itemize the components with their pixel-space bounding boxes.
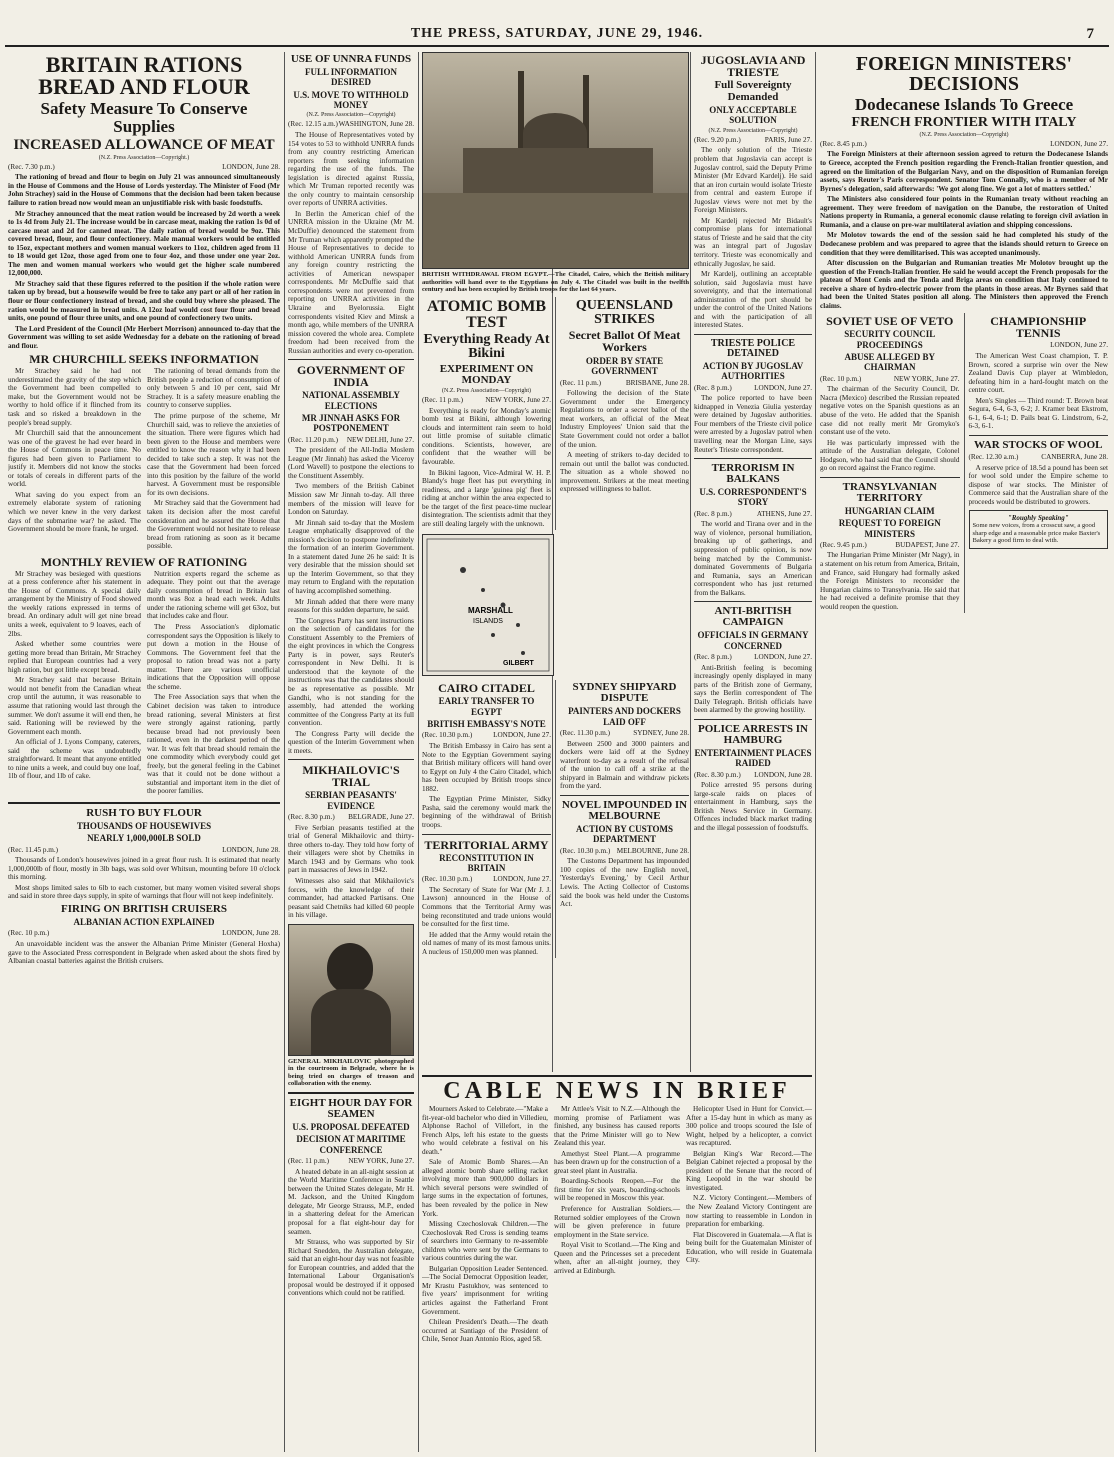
dateline: (Rec. 10.30 p.m.) MELBOURNE, June 28. bbox=[560, 846, 689, 855]
article-paragraph: The Free Association says that when the Cabinet decision was taken to introduce bread rationing, several Ministers at first were strongly against rationing, partly because bread had not previously been rationed, even in the darkest period of the war. It was felt that bread should remain the one commodity which everybody could get freely, but the general feeling in the Cabinet was that it could not be done without a substantial and important item in the diet of the poorer families. bbox=[147, 693, 280, 796]
article-paragraph: Witnesses also said that Mikhailovic's forces, with the knowledge of their commander, had attacked Partisans. One peasant said Chetniks had killed 60 people in his village. bbox=[288, 877, 414, 920]
subheading: OFFICIALS IN GERMANY CONCERNED bbox=[697, 630, 809, 651]
article-paragraph: The Secretary of State for War (Mr J. J. Lawson) announced in the House of Commons that the Territorial Army was being reconstituted and trade unions would be consulted for the first time. bbox=[422, 885, 551, 929]
dateline: (Rec. 8 p.m.) LONDON, June 27. bbox=[694, 383, 812, 392]
dateline: (Rec. 11.30 p.m.) SYDNEY, June 28. bbox=[560, 729, 689, 738]
copyright-line: (N.Z. Press Association—Copyright.) bbox=[98, 154, 190, 161]
subhead-meat: INCREASED ALLOWANCE OF MEAT bbox=[13, 136, 275, 153]
top-rule bbox=[5, 45, 1109, 47]
section-heading: ANTI-BRITISH CAMPAIGN bbox=[714, 605, 792, 629]
brief-item: Boarding-Schools Reopen.—For the first time for six years, boarding-schools will be reopened in Moscow this year. bbox=[554, 1177, 680, 1203]
article-paragraph: Mr Strachey said that because Britain would not benefit from the Canadian wheat crop until the autumn, it was reasonable to assume that rationing would last through the summer. We don't assume it will end then, he said. Rationing will be reviewed by the Government each month. bbox=[8, 676, 141, 736]
advertisement-box bbox=[969, 510, 1109, 549]
dateline: (Rec. 12.30 a.m.) CANBERRA, June 28. bbox=[968, 452, 1108, 461]
brief-item: Flat Discovered in Guatemala.—A flat is being built for the Guatemalan Minister of Education, who will reside in Guatemala City. bbox=[686, 1230, 812, 1265]
brief-item: Mourners Asked to Celebrate.—"Make a fit-year-old bachelor who died in Villedieu, Alphonse Rachol of Villefort, in the French Alps, left his estate to the guests who would celebrate a festival on his death." bbox=[422, 1105, 548, 1156]
article-paragraph: The Egyptian Prime Minister, Sidky Pasha, said the ceremony would mark the beginning of the withdrawal of British troops. bbox=[422, 795, 551, 829]
article-paragraph: Mr Strachey announced that the meat ration would be increased by 2d worth a week to 1s 4d from July 21. The increase would be in carcase meat, making the ration 1s 0d of carcase meat and 2d for canned meat. The daily ration of bread would be 9oz. This covered bread, flour, and flour confectionery. Male manual workers would be entitled to 15oz, expectant mothers and women manual workers to 11oz, children aged from 11 to 18 would get 12oz, those aged from one to four 4oz, and those under one year 2oz. The men and women manual workers who would get the higher scale numbered 12,000,000. bbox=[8, 209, 280, 278]
dateline: (Rec. 10.30 p.m.) LONDON, June 27. bbox=[422, 875, 551, 884]
map-graphic bbox=[423, 535, 553, 675]
subheading: U.S. PROPOSAL DEFEATED bbox=[292, 1122, 410, 1133]
column-rule bbox=[418, 52, 419, 1452]
article-paragraph: The rationing of bread demands from the British people a reduction of consumption of only between 5 and 10 per cent, said Mr Strachey. It is a safety measure enabling the country to conserve supplies. bbox=[147, 367, 280, 410]
ad-title: "Roughly Speaking" bbox=[1007, 514, 1069, 523]
row-lower bbox=[820, 313, 1108, 613]
dateline: (Rec. 10.30 p.m.) LONDON, June 27. bbox=[422, 731, 551, 740]
column-rule bbox=[690, 52, 691, 1072]
section-heading: JUGOSLAVIA AND TRIESTE bbox=[700, 53, 806, 79]
cable-news-section bbox=[422, 1075, 812, 1455]
brief-item: Royal Visit to Scotland.—The King and Queen and the Princesses set a precedent when, after an all-night journey, they arrived at Edinburgh. bbox=[554, 1241, 680, 1275]
article-paragraph: The only solution of the Trieste problem that Jugoslavia can accept is Jugoslav control, said the Deputy Prime Minister (Mr Edvard Kardelj). He said that an iron curtain would isolate Trieste from central and eastern Europe if Jugoslav views were not met by the Foreign Ministers. bbox=[694, 146, 812, 215]
headline-bread: BRITAIN RATIONS BREAD AND FLOUR bbox=[38, 52, 250, 99]
divider bbox=[560, 795, 689, 796]
article-paragraph: Anti-British feeling is becoming increasingly openly displayed in many parts of the British zone of Germany, says the Berlin correspondent of The Daily Telegraph. British officials have been alarmed by the growing hostility. bbox=[694, 663, 812, 715]
section-heading: ATOMIC BOMB TEST bbox=[427, 297, 546, 331]
subheading: Everything Ready At Bikini bbox=[423, 331, 550, 362]
divider bbox=[694, 719, 812, 720]
article-paragraph: Mr Strauss, who was supported by Sir Richard Snedden, the Australian delegate, said that an eight-hour day was not feasible for European countries, and added that the International Labour Organisation's proposal would be destroyed if it opposed conventions which could not be ratified. bbox=[288, 1238, 414, 1298]
subheading: BRITISH EMBASSY'S NOTE bbox=[427, 719, 546, 730]
article-paragraph: Asked whether some countries were getting more bread than Britain, Mr Strachey replied that European countries had a very high ration, but got little except bread. bbox=[8, 640, 141, 674]
article-paragraph: In Berlin the American chief of the UNRRA mission in the Ukraine (Mr M. McDuffie) denounced the statement from Mr Truman which apparently prompted the House of Representatives to decide to withhold American UNRRA funds from any foreign country restricting the activities of American newspaper correspondents. Mr McDuffie said that correspondents were not prevented from reporting on UNRRA activities in the Ukraine and Byelorussia. Eight correspondents visited Kiev and Minsk a month ago, while members of the UNRRA mission covered the whole area. Complete freedom had been received from the Russian authorities and every co-operation. bbox=[288, 209, 414, 355]
subheading: Dodecanese Islands To Greece bbox=[854, 95, 1074, 114]
section-heading: TERRORISM IN BALKANS bbox=[711, 462, 795, 486]
article-paragraph: The prime purpose of the scheme, Mr Churchill said, was to relieve the anxieties of the situation. There were figures which had been given to the House and members were entitled to know the reason why it had been decided to take such a step. It was not the case that the Government had been forced into this position by the failure of the world harvest. A Government must be responsible for its own decisions. bbox=[147, 412, 280, 497]
article-paragraph: Men's Singles — Third round: T. Brown beat Segura, 6-4, 6-3, 6-2; J. Kramer beat Ekstrom, 6-1, 6-4, 6-1; D. Pails beat G. Lindstrom, 6-2, 6-3, 6-1. bbox=[968, 396, 1108, 431]
article-paragraph: After discussion on the Bulgarian and Rumanian treaties Mr Molotov brought up the question of the French-Italian frontier. He said he would accept the French proposals for the plateau of Mont Cenis and the Tenda and Briga areas on condition that Italy continued to receive a share of hydro-electric power from the plants in those areas. Mr Byrnes said that had been the United States position all along. The Ministers then approved the French claims. bbox=[820, 259, 1108, 310]
subheading: SERBIAN PEASANTS' EVIDENCE bbox=[305, 790, 397, 811]
brief-item: Chilean President's Death.—The death occurred at Santiago of the President of Chile, Senor Juan Antonio Rios, aged 58. bbox=[422, 1318, 548, 1344]
article-paragraph: Most shops limited sales to 6lb to each customer, but many women visited several shops and said in store three days supply, in spite of warnings that flour will not keep indefinitely. bbox=[8, 883, 280, 901]
masthead-title: THE PRESS, SATURDAY, JUNE 29, 1946. bbox=[410, 26, 704, 41]
article-paragraph: Mr Churchill said that the announcement was one of the gravest he had ever heard in the House of Commons in peace time. No figures had been given to Parliament to justify it. Members did not know the stocks or totals of cereals in different parts of the world. bbox=[8, 429, 141, 489]
subheading: REQUEST TO FOREIGN MINISTERS bbox=[838, 518, 941, 539]
section-heading: FIRING ON BRITISH CRUISERS bbox=[61, 903, 227, 916]
brief-item: N.Z. Victory Contingent.—Members of the New Zealand Victory Contingent are now starting to reassemble in London in preparation for embarking. bbox=[686, 1194, 812, 1229]
brief-item: Belgian King's War Record.—The Belgian Cabinet rejected a proposal by the president of the Senate that the record of King Leopold in the war should be investigated. bbox=[686, 1149, 812, 1192]
article-paragraph: The American West Coast champion, T. P. Brown, scored a surprise win over the New Zealand Davis Cup player at Wimbledon, defeating him in a hard-fought match on the centre court. bbox=[968, 351, 1108, 395]
subheading: ABUSE ALLEGED BY CHAIRMAN bbox=[844, 352, 936, 373]
section-heading: TERRITORIAL ARMY bbox=[424, 837, 549, 852]
article-paragraph: The Press Association's diplomatic correspondent says the Opposition is likely to put down a motion in the House of Commons. The Government feel that the proposal to ration bread was not a party matter. There are various unofficial indications that the Opposition will oppose the scheme. bbox=[147, 623, 280, 691]
section-heading: CAIRO CITADEL bbox=[438, 681, 535, 696]
article-paragraph: The House of Representatives voted by 154 votes to 53 to withhold UNRRA funds from any country restricting American reporters from seeking information regarding the use of the funds. The legislation is directed against Russia, which Mr Truman reported recently was the only country to maintain censorship over reports of UNRRA activities. bbox=[288, 131, 414, 208]
section-heading: CABLE NEWS IN BRIEF bbox=[443, 1078, 791, 1104]
two-column-text bbox=[8, 570, 280, 798]
masthead bbox=[0, 26, 1114, 42]
subheading: FRENCH FRONTIER WITH ITALY bbox=[851, 114, 1077, 130]
dateline: (Rec. 8.45 p.m.) LONDON, June 27. bbox=[820, 139, 1108, 148]
queensland-article bbox=[560, 297, 689, 531]
article-paragraph: The world and Tirana over and in the way of violence, personal humiliation, breaking up of gatherings, and suppression of public opinion, is now being matched by the Communist-dominated Governments of Bulgaria and Rumania, says an American correspondent who has just returned from the Balkans. bbox=[694, 520, 812, 597]
article-paragraph: Between 2500 and 3000 painters and dockers were laid off at the Sydney waterfront to-day as a result of the refusal of the union to call off a strike at the shipyard in Balmain and withdraw pickets from the yard. bbox=[560, 739, 689, 791]
two-column-text bbox=[8, 367, 280, 552]
article-paragraph: What saving do you expect from an extremely elaborate system of rationing which we never knew in the very darkest days of the submarine war? he asked. The Government should be more frank, he urged. bbox=[8, 490, 141, 534]
article-paragraph: The Foreign Ministers at their afternoon session agreed to return the Dodecanese Islands to Greece, accepted the French position regarding the French-Italian frontier question, and agreed on the limitation of the Bulgarian Navy, and on the disposition of Rumanian foreign assets, says Reuter's Paris correspondent. Senator Tom Connally, who is a member of Mr Byrnes's delegation, said afterwards: 'We got along fine. We got a lot of matters settled.' bbox=[820, 150, 1108, 193]
subhead-supplies: Safety Measure To Conserve Supplies bbox=[40, 99, 248, 136]
divider bbox=[288, 359, 414, 360]
divider bbox=[422, 1075, 812, 1077]
brief-item: Amethyst Steel Plant.—A programme has been drawn up for the construction of a great steel plant in Australia. bbox=[554, 1149, 680, 1175]
article-paragraph: Mr Jinnah said to-day that the Moslem League emphatically disapproved of the mission's decision to postpone indefinitely the formation of an interim Government. In a statement dated June 26 he said: It is very desirable that the mission should set up the Interim Government, so that they may return to England with the reputation of having accomplished something. bbox=[288, 518, 414, 595]
subheading: U.S. CORRESPONDENT'S STORY bbox=[699, 487, 807, 508]
dateline: (Rec. 11.45 p.m.) LONDON, June 28. bbox=[8, 845, 280, 854]
subheading: FULL INFORMATION DESIRED bbox=[304, 67, 398, 88]
column-5 bbox=[820, 52, 1108, 1452]
section-heading: CHAMPIONSHIP TENNIS bbox=[990, 314, 1087, 341]
subheading: ALBANIAN ACTION EXPLAINED bbox=[73, 917, 215, 928]
article-paragraph: The rationing of bread and flour to begin on July 21 was announced simultaneously in the House of Commons and the House of Lords yesterday. The Minister of Food (Mr John Strachey) said in the House of Commons that the decision had been taken because failure to ration bread now would mean an unjustifiable risk with basic foodstuffs. bbox=[8, 173, 280, 207]
article-paragraph: The police reported to have been kidnapped in Venezia Giulia yesterday were detained by Jugoslav authorities. Four members of the Trieste civil police were arrested by a Jugoslav patrol when travelling near the Morgan Line, says Reuter's Trieste correspondent. bbox=[694, 394, 812, 454]
article-paragraph: Following the decision of the State Government under the Emergency Regulations to order a secret ballot of the meat workers, an official of the Meat Industry Employees' Union said that the State Government could not order a ballot of the union. bbox=[560, 389, 689, 449]
subheading: U.S. MOVE TO WITHHOLD MONEY bbox=[293, 89, 409, 111]
subheading: ONLY ACCEPTABLE SOLUTION bbox=[709, 105, 797, 126]
article-paragraph: Mr Strachey was besieged with questions at a press conference after his statement in the House of Commons. A special daily arrangement by the Ministry of Food showed the weekly rations expressed in terms of bread. An ordinary adult will get nine bread units a week, equivalent to 9 loaves, each of 2lbs. bbox=[8, 569, 141, 638]
article-paragraph: Five Serbian peasants testified at the trial of General Mikhailovic and thirty-three others to-day. They told how forty of their villagers were shot by Chetniks in March 1943 and by Germans who took part in massacres of Jews in 1942. bbox=[288, 823, 414, 875]
section-heading: MONTHLY REVIEW OF RATIONING bbox=[40, 554, 248, 569]
section-heading: FOREIGN MINISTERS' DECISIONS bbox=[855, 53, 1073, 95]
divider bbox=[969, 435, 1109, 436]
copyright-line: (N.Z. Press Association—Copyright) bbox=[708, 127, 798, 134]
article-paragraph: An unavoidable incident was the answer the Albanian Prime Minister (General Hoxha) gave to the Associated Press correspondent in Belgrade when asked about the shots fired by Albanian coastal batteries against the British cruisers. bbox=[8, 940, 280, 966]
article-paragraph: A reserve price of 18.5d a pound has been set for wool sold under the Empire scheme to dispose of war stocks. The Minister of Commerce said that the Australian share of the proceeds would be distributed to growers. bbox=[968, 463, 1108, 506]
map-label: MARSHALL bbox=[468, 606, 513, 616]
dateline: (Rec. 9.20 p.m.) PARIS, June 27. bbox=[694, 135, 812, 144]
map-label: ISLANDS bbox=[473, 618, 503, 626]
dateline: (Rec. 8 p.m.) LONDON, June 27. bbox=[694, 653, 812, 661]
subheading: NATIONAL ASSEMBLY ELECTIONS bbox=[302, 390, 400, 411]
brief-item: Sale of Atomic Bomb Shares.—An alleged atomic bomb share selling racket involving more than 900,000 dollars in which several persons were swindled of large sums in the expectation of fortunes, has been revealed by the police in New York. bbox=[422, 1158, 548, 1218]
lower-right bbox=[560, 680, 689, 958]
photo-caption: BRITISH WITHDRAWAL FROM EGYPT.—The Citadel, Cairo, which the British military authorities will hand over to the Egyptians on July 4. The Citadel was built in the twelfth century and has been occupied by British troops for the last 64 years. bbox=[422, 271, 689, 294]
subheading: ACTION BY JUGOSLAV AUTHORITIES bbox=[702, 360, 804, 382]
row-lower bbox=[422, 680, 689, 958]
mikhailovic-photo bbox=[288, 924, 414, 1056]
subheading: HUNGARIAN CLAIM bbox=[844, 505, 935, 516]
page-number: 7 bbox=[1086, 26, 1094, 42]
dateline: (Rec. 10 p.m.) LONDON, June 28. bbox=[8, 929, 280, 938]
lower-left bbox=[422, 680, 551, 958]
copyright-line: (N.Z. Press Association—Copyright) bbox=[442, 388, 531, 395]
article-paragraph: He was particularly impressed with the attitude of the Australian delegate, Colonel Hodgson, who had said that the Council should go on record against the Franco regime. bbox=[820, 438, 960, 473]
article-paragraph: In Bikini lagoon, Vice-Admiral W. H. P. Blandy's huge fleet has put everything in readiness, and a large 'guinea pig' fleet is riding at anchor within the area expected to be the target of the first peace-time nuclear disintegration. The scientists admit that they are still dealing largely with the unknown. bbox=[422, 468, 551, 528]
article-paragraph: The chairman of the Security Council, Dr. Nacra (Mexico) described the Russian repeated negative votes on the Spanish questions as an abuse of the veto. He added that the Spanish case did not really merit Mr Gromyko's constant use of the veto. bbox=[820, 385, 960, 437]
lower-left bbox=[820, 313, 960, 613]
divider bbox=[422, 834, 551, 835]
divider bbox=[8, 802, 280, 804]
article-paragraph: Police arrested 95 persons during large-scale raids on places of entertainment in Hamburg, says the British News Service in Germany. Offences included black market trading and the illegal possession of foodstuffs. bbox=[694, 781, 812, 832]
article-paragraph: The British Embassy in Cairo has sent a Note to the Egyptian Government saying that British military officers will hand over to Egypt on July 4 the Cairo Citadel, which has been occupied by British troops since 1882. bbox=[422, 742, 551, 793]
article-paragraph: Mr Strachey said that the Government had taken its decision after the most careful consideration and he assured the House that the Government would not hesitate to release bread from rationing as soon as it became possible. bbox=[147, 499, 280, 551]
divider bbox=[820, 477, 960, 478]
subheading: Secret Ballot Of Meat Workers bbox=[568, 327, 681, 355]
column-rule bbox=[284, 52, 285, 1452]
copyright-line: (N.Z. Press Association—Copyright) bbox=[919, 131, 1009, 138]
subheading: SECURITY COUNCIL PROCEEDINGS bbox=[844, 329, 936, 350]
dateline: (Rec. 11 p.m.) NEW YORK, June 27. bbox=[422, 396, 551, 405]
dateline: (Rec. 8.30 p.m.) LONDON, June 28. bbox=[694, 770, 812, 779]
subheading: PAINTERS AND DOCKERS LAID OFF bbox=[568, 706, 681, 727]
dateline: (Rec. 7.30 p.m.) LONDON, June 28. bbox=[8, 162, 280, 171]
subheading: Full Sovereignty Demanded bbox=[714, 79, 792, 103]
section-heading: TRANSYLVANIAN TERRITORY bbox=[842, 480, 937, 504]
divider bbox=[288, 1092, 414, 1094]
section-heading: GOVERNMENT OF INDIA bbox=[296, 363, 406, 390]
article-paragraph: Mr Molotov towards the end of the session said he had completed his study of the Dodecanese problem and was prepared to agree that the islands should return to Greece on condition that they were demilitarised. This was accepted unanimously. bbox=[820, 231, 1108, 257]
column-1 bbox=[8, 52, 280, 1452]
article-paragraph: Two members of the British Cabinet Mission saw Mr Jinnah to-day. All three members of the mission will leave for London on Saturday. bbox=[288, 482, 414, 517]
cairo-citadel-photo bbox=[422, 52, 689, 269]
divider bbox=[694, 601, 812, 602]
section-heading: RUSH TO BUY FLOUR bbox=[86, 806, 202, 819]
subheading: MR JINNAH ASKS FOR POSTPONEMENT bbox=[301, 412, 401, 434]
dateline: (Rec. 11 p.m.) NEW YORK, June 27. bbox=[288, 1157, 414, 1166]
subheading: DECISION AT MARITIME CONFERENCE bbox=[296, 1134, 406, 1155]
article-paragraph: An official of J. Lyons Company, caterers, said the scheme was undoubtedly straightforward. It meant that anyone entitled to nine units a week, and could buy one loaf, 1lb of flour, and 1lb of cake. bbox=[8, 738, 141, 781]
subheading: ACTION BY CUSTOMS DEPARTMENT bbox=[575, 824, 674, 845]
article-paragraph: The Hungarian Prime Minister (Mr Nagy), in a statement on his return from America, Britain, and France, said Hungary had formally asked the Foreign Ministers to reconsider the Hungarian claims to Transylvania. He said that he had received a definite promise that they would reopen the question. bbox=[820, 551, 960, 611]
article-paragraph: A meeting of strikers to-day decided to remain out until the ballot was conducted. The situation as a whole showed no improvement. Strikers at the meat meeting expressed willingness to ballot. bbox=[560, 451, 689, 494]
dateline: (Rec. 12.15 a.m.) WASHINGTON, June 28. bbox=[288, 120, 414, 129]
subheading: ENTERTAINMENT PLACES RAIDED bbox=[694, 747, 812, 769]
map-label: GILBERT bbox=[503, 660, 534, 668]
article-paragraph: Everything is ready for Monday's atomic bomb test at Bikini, although lowering clouds and intermittent rain seem to hold out little promise of suitable climatic conditions. Scientists, however, are confident that the weather will be favourable. bbox=[422, 406, 551, 467]
article-paragraph: The Customs Department has impounded 100 copies of the new English novel, 'Yesterday's Evening,' by Cecil Arthur Lewis. The Acting Collector of Customs said the book was held under the Customs Act. bbox=[560, 857, 689, 909]
section-heading: TRIESTE POLICE DETAINED bbox=[710, 337, 796, 359]
lower-right bbox=[969, 313, 1109, 613]
section-heading: EIGHT HOUR DAY FOR SEAMEN bbox=[289, 1097, 413, 1121]
ad-text: Some new voices, from a crosscut saw, a good sharp edge and a reasonable price make Baxter's Bakery a good firm to deal with. bbox=[972, 522, 1101, 545]
dateline: (Rec. 8.30 p.m.) BELGRADE, June 27. bbox=[288, 813, 414, 822]
section-heading: POLICE ARRESTS IN HAMBURG bbox=[697, 722, 809, 746]
divider bbox=[694, 458, 812, 459]
section-heading: QUEENSLAND STRIKES bbox=[575, 297, 674, 327]
brief-item: Preference for Australian Soldiers.—Returned soldier employees of the Crown will be given preference in future employment in the State service. bbox=[554, 1205, 680, 1239]
subheading: THOUSANDS OF HOUSEWIVES bbox=[76, 820, 212, 831]
dateline: (Rec. 11 p.m.) BRISBANE, June 28. bbox=[560, 378, 689, 387]
brief-item: Missing Czechoslovak Children.—The Czechoslovak Red Cross is sending teams of searchers into Germany to re-assemble children who were sent by the Germans to various countries during the war. bbox=[422, 1220, 548, 1263]
brief-item: Helicopter Used in Hunt for Convict.—After a 15-day hunt in which as many as 300 police and troops scoured the Isle of Wight, helped by a helicopter, a convict was recaptured. bbox=[686, 1105, 812, 1148]
subheading: NEARLY 1,000,000LB SOLD bbox=[87, 833, 201, 844]
subheading: ORDER BY STATE GOVERNMENT bbox=[585, 355, 664, 377]
divider bbox=[288, 759, 414, 760]
bikini-map bbox=[422, 534, 554, 676]
article-paragraph: The president of the All-India Moslem League (Mr Jinnah) has asked the Viceroy (Lord Wavell) to postpone the elections to the Constituent Assembly. bbox=[288, 446, 414, 480]
dateline: (Rec. 11.20 p.m.) NEW DELHI, June 27. bbox=[288, 435, 414, 444]
subheading: EXPERIMENT ON MONDAY bbox=[439, 363, 534, 387]
dateline: (Rec. 9.45 p.m.) BUDAPEST, June 27. bbox=[820, 540, 960, 549]
article-paragraph: Thousands of London's housewives joined in a great flour rush. It is estimated that nearly 1,000,000lb of flour, mostly in 3lb bags, was sold over Whitsun, mounting before 10 o'clock this morning. bbox=[8, 856, 280, 882]
subheading: EARLY TRANSFER TO EGYPT bbox=[438, 696, 535, 717]
dateline: LONDON, June 27. bbox=[1050, 341, 1108, 350]
article-paragraph: The Ministers also considered four points in the Rumanian treaty without reaching an agreement. They were freedom of navigation on the Danube, the restoration of United Nations property in Rumania, a general economic clause relating to foreign civil aviation in Rumania, and a clause on pre-war multilateral aviation and shipping concessions. bbox=[820, 195, 1108, 229]
brief-item: Mr Attlee's Visit to N.Z.—Although the morning promise of Parliament was finished, any business has caused reports that the Prime Minister will go to New Zealand this year. bbox=[554, 1105, 680, 1148]
dateline: (Rec. 10 p.m.) NEW YORK, June 27. bbox=[820, 374, 960, 383]
divider bbox=[694, 334, 812, 335]
article-paragraph: Mr Strachey said he had not underestimated the gravity of the step which the Government had been compelled to make, but the Government would not be worthy to hold office if it flinched from its task and so risked a breakdown in the people's bread supply. bbox=[8, 367, 141, 427]
article-paragraph: He added that the Army would retain the old names of many of its most famous units. A nucleus of 150,000 men was planned. bbox=[422, 930, 551, 956]
article-paragraph: A heated debate in an all-night session at the World Maritime Conference in Seattle between the United States delegate, Mr H. M. Jackson, and the United Kingdom delegate, Mr George Strauss, M.P., ended in a shattering defeat for the American proposal for a flat eight-hour day for seamen. bbox=[288, 1167, 414, 1236]
article-paragraph: Nutrition experts regard the scheme as adequate. They point out that the average daily consumption of bread in Britain last month was 8oz a head each week. Adults under the rationing scheme will get 63oz, but that includes cake and flour. bbox=[147, 569, 280, 621]
section-heading: MIKHAILOVIC'S TRIAL bbox=[302, 763, 400, 790]
article-paragraph: Mr Kardelj, outlining an acceptable solution, said Jugoslavia must have sovereignty, and that the international administration of the port should be under the control of the United Nations and with the participation of all interested States. bbox=[694, 270, 812, 330]
subheading: RECONSTITUTION IN BRITAIN bbox=[439, 852, 534, 873]
column-rule bbox=[815, 52, 816, 1452]
article-paragraph: The Congress Party will decide the question of the Interim Government when it meets. bbox=[288, 729, 414, 755]
atomic-article bbox=[422, 297, 551, 531]
brief-columns bbox=[422, 1105, 812, 1346]
article-paragraph: Mr Kardelj rejected Mr Bidault's compromise plans for international status of Trieste and he said that the city was an integral part of Jugoslav territory. Trieste was economically and ethnically Jugoslav, he said. bbox=[694, 216, 812, 268]
section-heading: SOVIET USE OF VETO bbox=[826, 314, 954, 329]
article-paragraph: Mr Jinnah added that there were many reasons for this sudden departure, he said. bbox=[288, 597, 414, 615]
photo-caption: GENERAL MIKHAILOVIC photographed in the courtroom in Belgrade, where he is being tried on charges of treason and collaboration with the enemy. bbox=[288, 1057, 414, 1088]
section-heading: SYDNEY SHIPYARD DISPUTE bbox=[572, 681, 677, 705]
column-2 bbox=[288, 52, 414, 1452]
row-atomic-queensland bbox=[422, 297, 689, 531]
dateline: (Rec. 8 p.m.) ATHENS, June 27. bbox=[694, 509, 812, 518]
section-heading: NOVEL IMPOUNDED IN MELBOURNE bbox=[561, 799, 688, 823]
section-heading: MR CHURCHILL SEEKS INFORMATION bbox=[29, 352, 259, 367]
copyright-line: (N.Z. Press Association—Copyright) bbox=[306, 112, 396, 119]
section-heading: USE OF UNNRA FUNDS bbox=[290, 53, 412, 65]
article-paragraph: The Lord President of the Council (Mr Herbert Morrison) announced to-day that the Government was willing to set aside Wednesday for a debate on the rationing of bread and flour. bbox=[8, 324, 280, 350]
article-paragraph: Mr Strachey said that these figures referred to the position if the whole ration were taken up by bread, but a housewife would be free to take any part or all of her ration in flour or flour confectionery instead of bread, and she could buy where she pleased. The ration would be measured in bread units. A 12oz loaf would cost four flour and bread units, one pound of flour three units, and one pound of confectionery two units. bbox=[8, 279, 280, 323]
section-heading: WAR STOCKS OF WOOL bbox=[974, 438, 1103, 451]
brief-item: Bulgarian Opposition Leader Sentenced.—The Social Democrat Opposition leader, Mr Krastu Pastukhov, was sentenced to five years' imprisonment for writing articles against the Fatherland Front Government. bbox=[422, 1264, 548, 1316]
article-paragraph: The Congress Party has sent instructions on the selection of candidates for the Constituent Assembly to the Premiers of the eight provinces in which the Congress Party is in power, says Reuter's correspondent in New Delhi. It is understood that the keynote of the instructions was that the candidates should be as representative as possible. Mr Gandhi, who is not standing for the assembly, had attended the working committee of the Congress Party at its full convention. bbox=[288, 616, 414, 728]
